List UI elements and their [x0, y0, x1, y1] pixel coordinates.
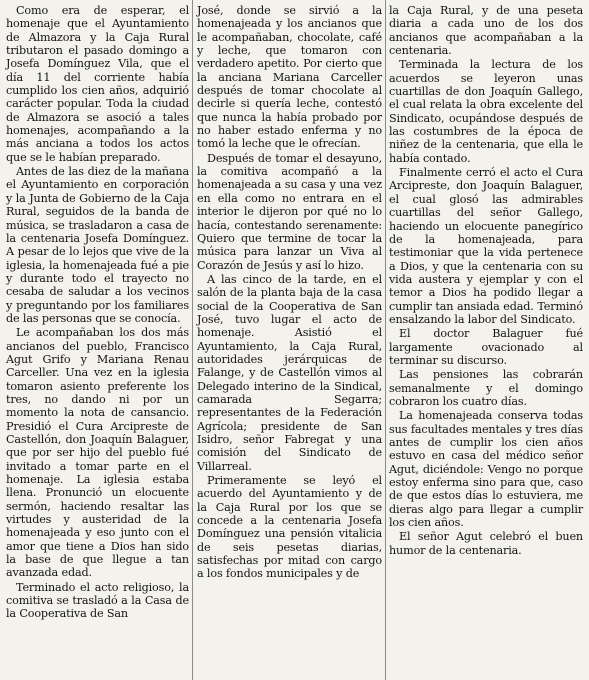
column-divider [385, 0, 386, 680]
article-paragraph: Antes de las diez de la mañana el Ayuntamiento en corporación y la Junta de Gobierno de la Caja Rural, seguidos de la banda de música, se trasladaron a casa de la centenaria Josefa Domínguez. A pesar de lo lejos que vive de la iglesia, la homenajeada fué a pie y durante todo el trayecto no cesaba de saludar a los vecinos y preguntando por los familiares de las personas que se conocía. [6, 165, 189, 325]
article-paragraph: La homenajeada conserva todas sus facultades mentales y tres días antes de cumplir los cien años estuvo en casa del médico señor Agut, diciéndole: Vengo no porque estoy enferma sino para que, caso de que estos días lo estuviera, me dieras algo para llegar a cumplir los cien años. [389, 409, 583, 530]
article-paragraph: Le acompañaban los dos más ancianos del pueblo, Francisco Agut Grifo y Mariana Renau Carceller. Una vez en la iglesia tomaron asiento preferente los tres, no dando ni por un momento la nota de cansancio. Presidió el Cura Arcipreste de Castellón, don Joaquín Balaguer, que por ser hijo del pueblo fué invitado a tomar parte en el homenaje. La iglesia estaba llena. Pronunció un elocuente sermón, haciendo resaltar las virtudes y austeridad de la homenajeada y eso junto con el amor que tiene a Dios han sido la base de que llegue a tan avanzada edad. [6, 326, 189, 580]
article-paragraph: A las cinco de la tarde, en el salón de la planta baja de la casa social de la Cooperativa de San José, tuvo lugar el acto de homenaje. Asistió el Ayuntamiento, la Caja Rural, autoridades jerárquicas de Falange, y de Castellón vimos al Delegado interino de la Sindical, camarada Segarra; representantes de la Federación Agrícola; presidente de San Isidro, señor Fabregat y una comisión del Sindicato de Villarreal. [197, 272, 382, 473]
article-paragraph: Terminada la lectura de los acuerdos se leyeron unas cuartillas de don Joaquín Gallego, el cual relata la obra excelente del Sindicato, ocupándose después de las costumbres de la época de niñez de la centenaria, que ella le había contado. [389, 58, 583, 165]
article-column-1 [6, 4, 189, 622]
article-paragraph: Finalmente cerró el acto el Cura Arcipreste, don Joaquín Balaguer, el cual glosó las admirables cuartillas del señor Gallego, haciendo un elocuente panegírico de la homenajeada, para testimoniar que la vida pertenece a Dios, y que la centenaria con su vida austera y ejemplar y con el temor a Dios ha podido llegar a cumplir tan ansiada edad. Terminó ensalzando la labor del Sindicato. [389, 166, 583, 326]
article-paragraph: El señor Agut celebró el buen humor de la centenaria. [389, 530, 583, 557]
column-divider [192, 0, 193, 680]
article-paragraph: Primeramente se leyó el acuerdo del Ayuntamiento y de la Caja Rural por los que se concede a la centenaria Josefa Domínguez una pensión vitalicia de seis pesetas diarias, satisfechas por mitad con cargo a los fondos municipales y de [197, 474, 382, 581]
article-paragraph: José, donde se sirvió a la homenajeada y los ancianos que le acompañaban, chocolate, café y leche, que tomaron con verdadero apetito. Por cierto que la anciana Mariana Carceller después de tomar chocolate al decirle si quería leche, contestó que nunca la había probado por no haber estado enferma y no tomó la leche que le ofrecían. [197, 4, 382, 151]
article-paragraph: Terminado el acto religioso, la comitiva se trasladó a la Casa de la Cooperativa de San [6, 580, 189, 621]
article-column-3 [389, 4, 583, 558]
article-paragraph: El doctor Balaguer fué largamente ovacionado al terminar su discurso. [389, 327, 583, 367]
article-column-2 [197, 4, 382, 582]
article-paragraph: Como era de esperar, el homenaje que el Ayuntamiento de Almazora y la Caja Rural tributaron el pasado domingo a Josefa Domínguez Vila, que el día 11 del corriente había cumplido los cien años, adquirió carácter popular. Toda la ciudad de Almazora se asoció a tales homenajes, acompañando a la más anciana a todos los actos que se le habían preparado. [6, 4, 189, 164]
article-paragraph: Las pensiones las cobrarán semanalmente y el domingo cobraron los cuatro días. [389, 368, 583, 408]
article-paragraph: Después de tomar el desayuno, la comitiva acompañó a la homenajeada a su casa y una vez en ella como no entrara en el interior le dijeron por qué no lo hacía, contestando serenamente: Quiero que termine de tocar la música para lanzar un Viva al Corazón de Jesús y así lo hizo. [197, 151, 382, 272]
article-paragraph: la Caja Rural, y de una peseta diaria a cada uno de los dos ancianos que acompañaban a la centenaria. [389, 4, 583, 58]
